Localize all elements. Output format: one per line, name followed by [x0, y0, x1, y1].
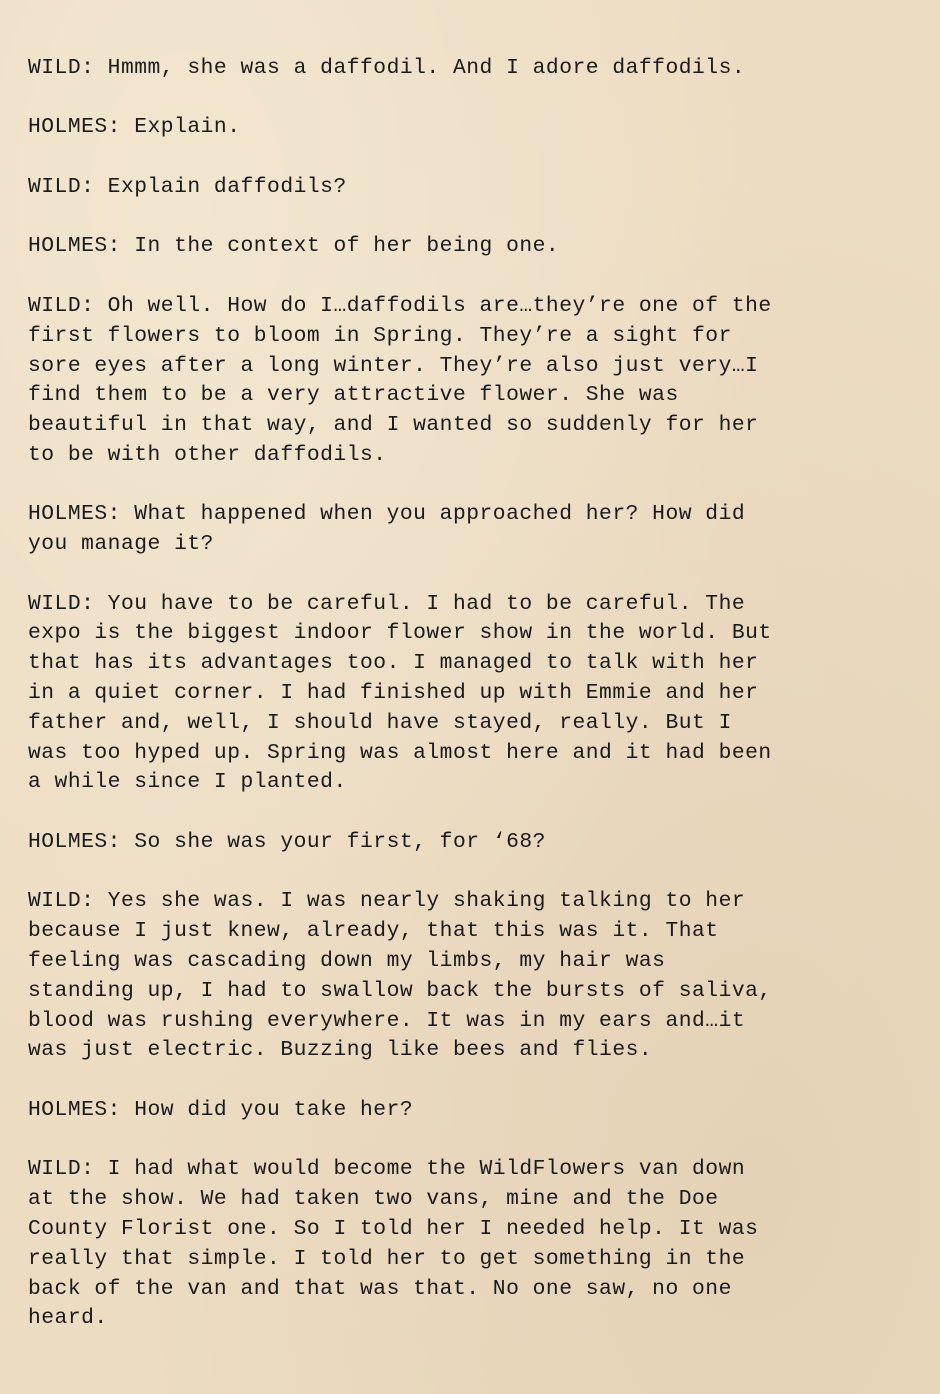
transcript-line: WILD: Explain daffodils?	[28, 174, 347, 199]
transcript-line: HOLMES: What happened when you approached her? How did you manage it?	[28, 502, 746, 557]
transcript-line: WILD: Hmmm, she was a daffodil. And I adore daffodils.	[28, 56, 746, 80]
transcript-line: WILD: I had what would become the WildFlowers van down at the show. We had taken two vans, mine and the Doe County Florist one. So I told her I needed help. It was really that simple. I told her to get something in the back of the van and that was that. No one saw, no one heard.	[28, 1157, 759, 1331]
transcript-line: HOLMES: Explain.	[28, 115, 241, 140]
transcript-line: WILD: Yes she was. I was nearly shaking talking to her because I just knew, already, that this was it. That feeling was cascading down my limbs, my hair was standing up, I had to swallow back the bursts of saliva, blood was rushing everywhere. It was in my ears and…it was just electric. Buzzing like bees and flies.	[28, 889, 772, 1063]
transcript-line: WILD: Oh well. How do I…daffodils are…they’re one of the first flowers to bloom in Spring. They’re a sight for sore eyes after a long winter. They’re also just very…I find them to be a very attractive flower. She was beautiful in that way, and I wanted so suddenly for her to be with other daffodils.	[28, 293, 772, 467]
transcript-line: HOLMES: In the context of her being one.	[28, 234, 560, 259]
transcript-line: HOLMES: How did you take her?	[28, 1097, 414, 1122]
transcript-line: HOLMES: So she was your first, for ‘68?	[28, 829, 546, 854]
transcript-line: WILD: You have to be careful. I had to be careful. The expo is the biggest indoor flower show in the world. But that has its advantages too. I managed to talk with her in a quiet corner. I had finished up with Emmie and her father and, well, I should have stayed, really. But I was too hyped up. Spring was almost here and it had been a while since I planted.	[28, 591, 772, 795]
